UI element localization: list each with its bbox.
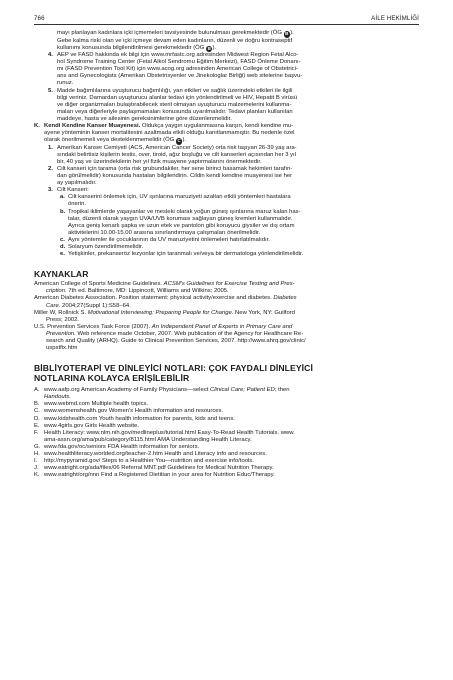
resource-item-h: H. www.healthliteracy.worlded.org/teacher-2.htm Health and Literacy info and resources. — [34, 451, 267, 457]
k-sublist-item-b: b. Tropikal iklimlerde yaşayanlar ve mesleki olarak yoğun güneş ışınlarına maruz kalan has- talar, düzenli olarak yaygın UVA/UVB koruması sağlayan güneş kremleri kullanmalıdır. Ayrıca geniş kenarlı şapka ve uzun etek ve pantolon gibi koruyucu giysiler ve dış ortam aktivitelerini 10.00-15.00 arasına sınırlandırmaya çalışmaları önerilmelidir. — [60, 208, 301, 236]
reference-entry: U.S. Prevention Services Task Force (2007). An Independent Panel of Experts in Primary Care and Prevention. Web reference made October, 2007. Web publication of the Agency for Healthcare Re- search and Quality (ARHQ). Guide to Clinical Prevention Services, 2007. http://www.ahrq.gov/clinic/ uspstfix.htm — [34, 323, 306, 352]
resource-item-k: K. www.eatright/org/nnn Find a Registered Dietitian in your area for Nutrition Educ/Therapy. — [34, 472, 275, 479]
list-item-5: 5. Madde bağımlılarına uyuşturucu bağımlılığı, yan etkileri ve sağlık üzerindeki etkileri ile ilgili bilgi veriniz. Damardan uyuşturucu alanlar tedavi için yönlendirilmeli ve HIV, Hepatit B virüsü ve diğer organizmaları bulaştırabilecek steril olmayan uyuşturucu malzemelerini kullanma- maları veya diğerleriyle paylaşmamaları konusunda uyarılmalıdır. Tedavi planları kullanılan maddeye, hasta ve ailesinin gereksinimlerine göre düzenlenmelidir. — [48, 87, 298, 122]
resource-item-b: B. www.webmd.com Multiple health topics. — [34, 401, 149, 408]
section-k-body: ayene yönteminin kanser mortalitesini azaltmada etkili olduğu kanıtlanmamıştır. Bu nedenle özel olarak önerilmemeli veya desteklenmemelidir (ÖG C ). — [44, 130, 295, 144]
section-k: K. Kendi Kendine Kanser Muayenesi. Oldukça yaygın uygulanmasına karşın, kendi kendine mu- — [34, 123, 294, 130]
k-sublist-item-c: c. Aynı yöntemler ile çocuklarının da UV maruziyetini önlemeleri hatırlatılmalıdır. — [60, 236, 270, 243]
resource-item-j: J. www.eatright.org/ada/files/06 Referral MNT.pdf Guidelines for Medical Nutrition Therapy. — [34, 465, 274, 472]
resource-item-c: C. www.womenshealth.gov Women's Health information and resources. — [34, 408, 224, 415]
resource-item-g: G. www.fda.gov/oc/seniors FDA Health information for seniors. — [34, 443, 200, 450]
k-sublist-item-a: a. Cilt kanserini önlemek için, UV ışınlarına maruziyeti azaltan etkili yöntemleri hastalara önerin. — [60, 194, 291, 208]
evidence-c-icon: C — [177, 138, 181, 144]
k-sublist-item-d: d. Solaryum özendirilmemelidir. — [60, 244, 144, 251]
section-title: AİLE HEKİMLİĞİ — [371, 15, 419, 22]
k-list-item-1: 1. Amerikan Kanser Cemiyeti (ACS, American Cancer Society) orta risk taşıyan 26-39 yaş ara- sındaki belirtisiz kişilerin testis, over, tiroid, ağız boşluğu ve cilt kanserleri açısından her 3 yıl bir, 40 yaş ve üzerindekilerin her yıl fizik muayene yaptırmalarını önermektedir. — [48, 144, 297, 165]
resource-item-f: F. Health Literacy: www.nlm.nih.gov/medlineplus/tutorial.html Easy-To-Read Health Tutorials. www. ama-assn.org/ama/pub/category/8115.html AMA Understanding Health Literacy. — [34, 429, 295, 443]
evidence-b-icon: B — [285, 31, 289, 36]
section-k-title: Kendi Kendine Kanser Muayenesi. — [44, 123, 141, 130]
reference-list — [34, 281, 419, 352]
page-header — [34, 12, 419, 25]
intro-paragraph: mayı planlayan kadınlara içki içmemeleri tavsiyesinde bulunulması gerekmektedir (ÖG B ). Gebe kalma riski olan ve içki içmeye devam eden kadınların, düzenli ve doğru kontraseptif kullanımı konusunda bilgilendirilmesi gerekmektedir (ÖG B ). — [57, 30, 294, 51]
page-content — [34, 30, 419, 479]
list-item-4: 4. AEP ve FASD hakkında ek bilgi için www.mrfastc.org adresinden Midwest Region Fetal Alco- hol Syndrome Training Center (Fetal Alkol Sendromu Eğitim Merkezi), FASD Önleme Donanı- mı (FASD Prevention Tool Kit) için www.acog.org adresinden American College of Obstetrici- ans and Gynecologists (Amerikan Obstetrisyenler ve Jinekologlar Birliği) web sitelerine başvu- runuz. — [48, 52, 303, 87]
resources-heading-line2: NOTLARINA KOLAYCA ERİŞİLEBİLİR — [34, 373, 190, 384]
resources-heading-line1: BİBLİYOTERAPİ VE DİNLEYİCİ NOTLARI: ÇOK FAYDALI DİNLEYİCİ — [34, 363, 313, 374]
reference-entry: American College of Sports Medicine Guidelines. ACSM's Guidelines for Exercise Testing and Pres- cription. 7th ed. Baltimore, MD: Lippincott, Williams and Wilkins; 2005. — [34, 281, 295, 295]
resource-item-d: D. www.kidshealth.com Youth health information for parents, kids and teens. — [34, 415, 235, 422]
k-sublist-item-e: e. Yetişkinler, prekanseröz lezyonlar için taranmalı ve/veya bir dermatologa yönlendirilmelidir. — [60, 251, 304, 258]
page-number: 766 — [34, 15, 45, 22]
k-list-item-2: 2. Cilt kanseri için tarama (orta risk grubundakiler, her sene birinci basamak hekimleri tarafın- dan görülmelidir) konusunda hastaları bilgilendirin. Cildin kendi kendine muayenesi ise her ay yapılmalıdır. — [48, 166, 293, 187]
reference-entry: Miller W, Rollnick S. Motivational Interviewing: Preparing People for Change. New York, NY: Guilford Press; 2002. — [34, 309, 295, 323]
reference-entry: American Diabetes Association. Position statement: physical activity/exercise and diabetes. Diabetes Care. 2004;27(Suppl 1):S58–64. — [34, 295, 297, 309]
resource-list — [34, 387, 419, 479]
references-heading: KAYNAKLAR — [34, 269, 89, 280]
evidence-b-icon: B — [207, 45, 211, 51]
resource-item-i: I. http://mypyramid.gov/ Steps to a Healthier You—nutrition and exercise info/tools. — [34, 458, 254, 465]
resource-item-e: E. www.4girls.gov Girls Health website. — [34, 422, 139, 429]
k-list-item-3: 3. Cilt Kanseri: — [48, 187, 89, 194]
resource-item-a: A. www.aafp.org American Academy of Family Physicians—select Clinical Care; Patient ED; then Handouts. — [34, 387, 290, 401]
